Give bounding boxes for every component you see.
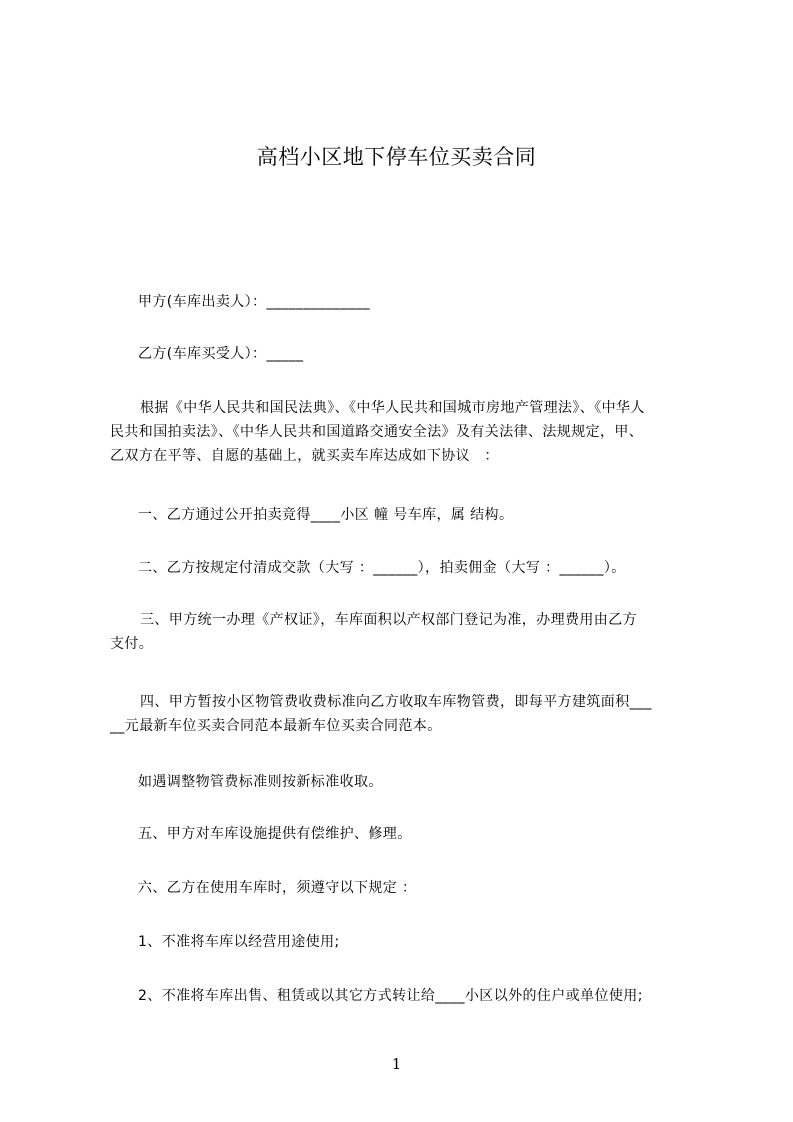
party-b-line: 乙方(车库买受人）：_____ (138, 346, 304, 362)
party-a-line: 甲方(车库出卖人）：______________ (138, 294, 371, 310)
rule-2: 2、不准将车库出售、租赁或以其它方式转让给____小区以外的住户或单位使用; (138, 988, 643, 1004)
clause-4-line-2: __元最新车位买卖合同范本最新车位买卖合同范本。 (110, 718, 442, 734)
clause-5: 五、甲方对车库设施提供有偿维护、修理。 (138, 826, 412, 842)
clause-6: 六、乙方在使用车库时，须遵守以下规定 ： (138, 880, 417, 896)
basis-line-2: 民共和国拍卖法》、《中华人民共和国道路交通安全法》及有关法律、法规规定，甲、 (110, 424, 644, 440)
clause-1: 一、乙方通过公开拍卖竞得____小区 幢 号车库，属 结构。 (138, 507, 514, 523)
basis-line-1: 根据《中华人民共和国民法典》、《中华人民共和国城市房地产管理法》、《中华人 (140, 400, 645, 416)
basis-line-3: 乙双方在平等、自愿的基础上，就买卖车库达成如下协议 ： (110, 448, 499, 464)
clause-3-line-2: 支付。 (110, 636, 154, 652)
document-title: 高档小区地下停车位买卖合同 (256, 145, 537, 169)
basis-paragraph (110, 396, 700, 468)
rule-1: 1、不准将车库以经营用途使用; (138, 934, 340, 950)
clause-2: 二、乙方按规定付清成交款（大写 ：______），拍卖佣金（大写 ：______）。 (138, 560, 626, 576)
clause-3-line-1: 三、甲方统一办理《产权证》，车库面积以产权部门登记为准，办理费用由乙方 (140, 612, 637, 628)
clause-4-line-1: 四、甲方暂按小区物管费收费标准向乙方收取车库物管费，即每平方建筑面积___ (140, 694, 652, 710)
clause-3 (110, 608, 700, 656)
clause-4 (110, 690, 700, 738)
clause-4-note: 如遇调整物管费标准则按新标准收取。 (138, 774, 383, 790)
page-number: 1 (391, 1055, 402, 1073)
